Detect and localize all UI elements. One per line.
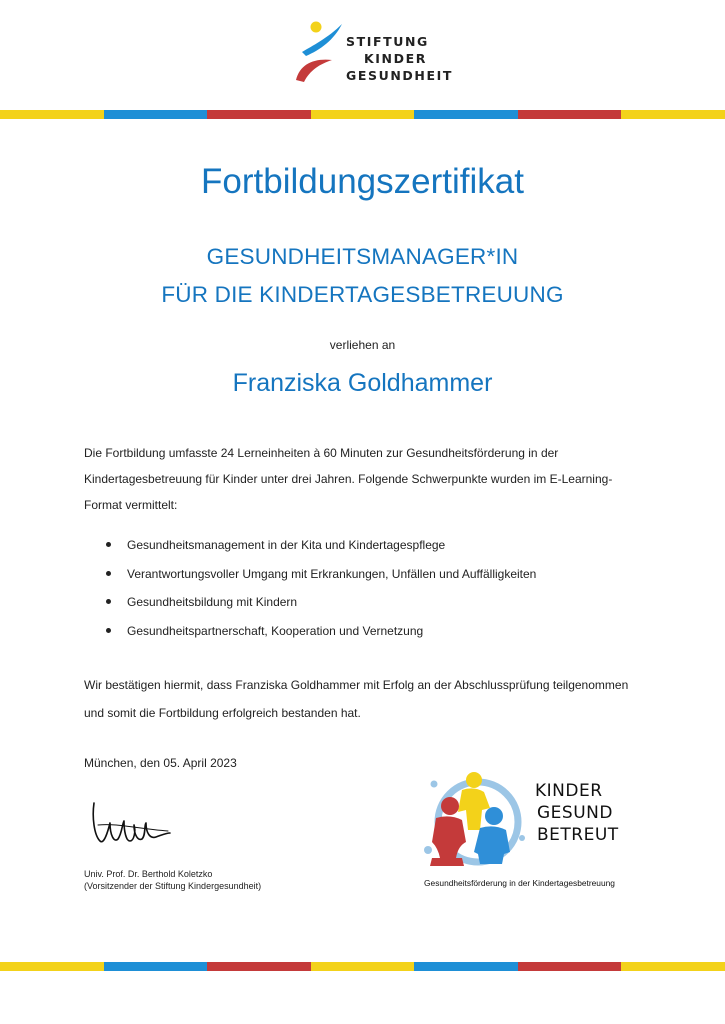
stripe-segment xyxy=(311,110,415,119)
signer-role: (Vorsitzender der Stiftung Kindergesundheit) xyxy=(84,881,262,891)
certificate-subtitle xyxy=(0,238,725,314)
focus-topic-text: Gesundheitsbildung mit Kindern xyxy=(127,595,298,609)
foundation-logo-line-3: GESUNDHEIT xyxy=(346,68,453,83)
foundation-logo-mark-icon xyxy=(292,14,352,84)
list-item xyxy=(106,618,536,647)
stripe-segment xyxy=(0,110,104,119)
certificate-title: Fortbildungszertifikat xyxy=(201,162,524,201)
bullet-icon xyxy=(106,542,111,547)
foundation-logo-text xyxy=(346,33,453,84)
stripe-segment xyxy=(621,962,725,971)
bullet-icon xyxy=(106,571,111,576)
stripe-segment xyxy=(518,962,622,971)
program-logo-line-3: BETREUT xyxy=(537,825,619,845)
handwritten-signature xyxy=(88,795,173,853)
bullet-icon xyxy=(106,628,111,633)
list-item xyxy=(106,589,536,618)
program-logo-text xyxy=(535,780,619,846)
bullet-icon xyxy=(106,599,111,604)
signer-block xyxy=(84,868,261,892)
list-item xyxy=(106,532,536,561)
intro-paragraph: Die Fortbildung umfasste 24 Lerneinheiten à 60 Minuten zur Gesundheitsförderung in der Kindertagesbetreuung für Kinder unter drei Jahren. Folgende Schwerpunkte wurden im E-Learning-Format vermittelt: xyxy=(84,446,613,512)
list-item xyxy=(106,561,536,590)
top-color-stripe xyxy=(0,110,725,119)
focus-topic-text: Verantwortungsvoller Umgang mit Erkrankungen, Unfällen und Auffälligkeiten xyxy=(127,566,537,581)
stripe-segment xyxy=(207,962,311,971)
foundation-logo-line-2: KINDER xyxy=(364,51,427,66)
focus-topics-list xyxy=(106,532,536,646)
focus-topic-text: Gesundheitspartnerschaft, Kooperation und Vernetzung xyxy=(127,623,424,638)
stripe-segment xyxy=(414,110,518,119)
foundation-logo-line-1: STIFTUNG xyxy=(346,34,429,49)
stripe-segment xyxy=(311,962,415,971)
focus-topic-text: Gesundheitsmanagement in der Kita und Kindertagespflege xyxy=(127,538,446,552)
stripe-segment xyxy=(518,110,622,119)
stripe-segment xyxy=(0,962,104,971)
place-and-date: München, den 05. April 2023 xyxy=(84,756,237,770)
children-figures-icon xyxy=(418,770,530,870)
kinder-gesund-betreut-logo xyxy=(418,770,618,895)
signer-name: Univ. Prof. Dr. Berthold Koletzko xyxy=(84,869,213,879)
bottom-color-stripe xyxy=(0,962,725,971)
program-logo-line-2: GESUND xyxy=(537,803,613,823)
program-logo-claim: Gesundheitsförderung in der Kindertagesbetreuung xyxy=(424,878,615,888)
stripe-segment xyxy=(104,110,208,119)
subtitle-line-2: FÜR DIE KINDERTAGESBETREUUNG xyxy=(161,282,564,307)
stripe-segment xyxy=(104,962,208,971)
stripe-segment xyxy=(621,110,725,119)
stripe-segment xyxy=(207,110,311,119)
confirmation-paragraph: Wir bestätigen hiermit, dass Franziska Goldhammer mit Erfolg an der Abschlussprüfung teilgenommen und somit die Fortbildung erfolgreich bestanden hat. xyxy=(84,678,629,720)
recipient-name: Franziska Goldhammer xyxy=(232,369,493,397)
stiftung-kindergesundheit-logo xyxy=(292,14,453,86)
awarded-to-label: verliehen an xyxy=(329,338,396,352)
subtitle-line-1: GESUNDHEITSMANAGER*IN xyxy=(206,244,519,269)
program-logo-line-1: KINDER xyxy=(535,781,603,801)
stripe-segment xyxy=(414,962,518,971)
